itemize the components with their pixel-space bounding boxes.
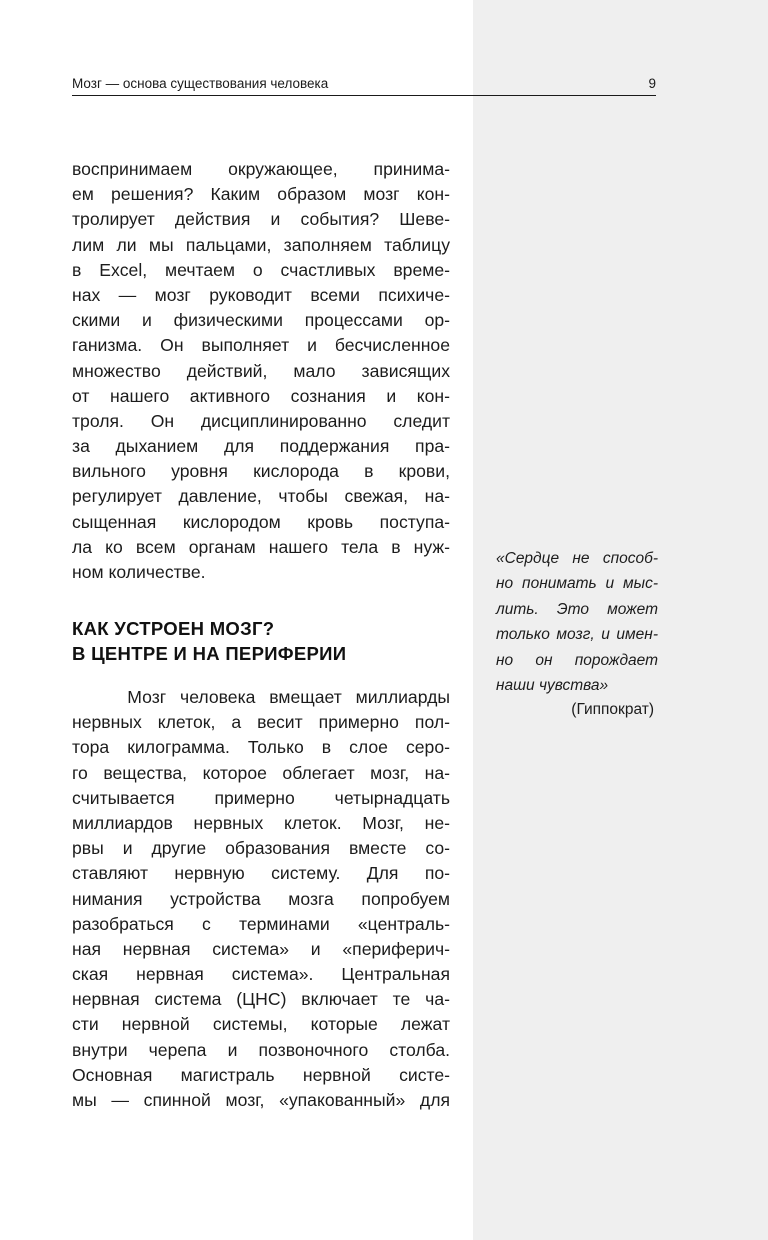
text-line: считывается примерно четырнадцать (72, 787, 450, 808)
text-line: тора килограмма. Только в слое серо- (72, 737, 450, 758)
text-line: рвы и другие образования вместе со- (72, 838, 450, 859)
quote-line: наши чувства» (496, 677, 609, 695)
text-line: за дыханием для поддержания пра- (72, 436, 450, 457)
text-line: го вещества, которое облегает мозг, на- (72, 762, 450, 783)
quote-line: лить. Это может (496, 600, 658, 618)
sidebar-quote (496, 546, 658, 698)
text-line: внутри черепа и позвоночного столба. (72, 1039, 450, 1060)
quote-line: «Сердце не способ- (496, 550, 658, 567)
text-line: ганизма. Он выполняет и бесчисленное (72, 335, 450, 356)
section-heading (72, 616, 452, 666)
text-line: нервных клеток, а весит примерно пол- (72, 712, 450, 733)
quote-line: только мозг, и имен- (496, 626, 658, 644)
text-line: тролирует действия и события? Шеве- (72, 209, 450, 230)
heading-line: В ЦЕНТРЕ И НА ПЕРИФЕРИИ (72, 643, 347, 664)
running-head (72, 76, 656, 96)
text-line: ла ко всем органам нашего тела в нуж- (72, 536, 450, 557)
text-line: миллиардов нервных клеток. Мозг, не- (72, 812, 450, 833)
text-line: нах — мозг руководит всеми психиче- (72, 284, 450, 305)
quote-author: (Гиппократ) (571, 701, 654, 718)
text-line: нимания устройства мозга попробуем (72, 888, 450, 909)
heading-line: КАК УСТРОЕН МОЗГ? (72, 618, 275, 639)
text-line: сыщенная кислородом кровь поступа- (72, 511, 450, 532)
paragraph-1 (72, 157, 450, 585)
text-line: вильного уровня кислорода в крови, (72, 461, 450, 482)
text-line: Мозг человека вмещает миллиарды (72, 687, 450, 707)
text-line: Основная магистраль нервной систе- (72, 1064, 450, 1085)
page-number: 9 (648, 76, 656, 91)
quote-line: но он порождает (496, 651, 658, 669)
text-line: мы — спинной мозг, «упакованный» для (72, 1090, 450, 1110)
paragraph-2 (72, 685, 450, 1113)
text-line: от нашего активного сознания и кон- (72, 385, 450, 406)
text-line: ская нервная система». Центральная (72, 964, 450, 985)
text-line: разобраться с терминами «централь- (72, 913, 450, 934)
text-line: троля. Он дисциплинированно следит (72, 410, 450, 431)
running-head-title: Мозг — основа существования человека (72, 76, 329, 91)
text-line: множество действий, мало зависящих (72, 360, 450, 381)
text-line: ная нервная система» и «периферич- (72, 938, 450, 959)
text-line: ставляют нервную систему. Для по- (72, 863, 450, 884)
text-line: сти нервной системы, которые лежат (72, 1014, 450, 1035)
text-line: ем решения? Каким образом мозг кон- (72, 184, 450, 205)
text-line: в Excel, мечтаем о счастливых време- (72, 259, 450, 280)
text-line: нервная система (ЦНС) включает те ча- (72, 989, 450, 1010)
text-line: воспринимаем окружающее, принима- (72, 159, 450, 179)
text-line: лим ли мы пальцами, заполняем таблицу (72, 234, 450, 255)
text-line: ном количестве. (72, 562, 206, 582)
text-line: регулирует давление, чтобы свежая, на- (72, 486, 450, 507)
text-line: скими и физическими процессами ор- (72, 310, 450, 331)
quote-line: но понимать и мыс- (496, 575, 658, 593)
